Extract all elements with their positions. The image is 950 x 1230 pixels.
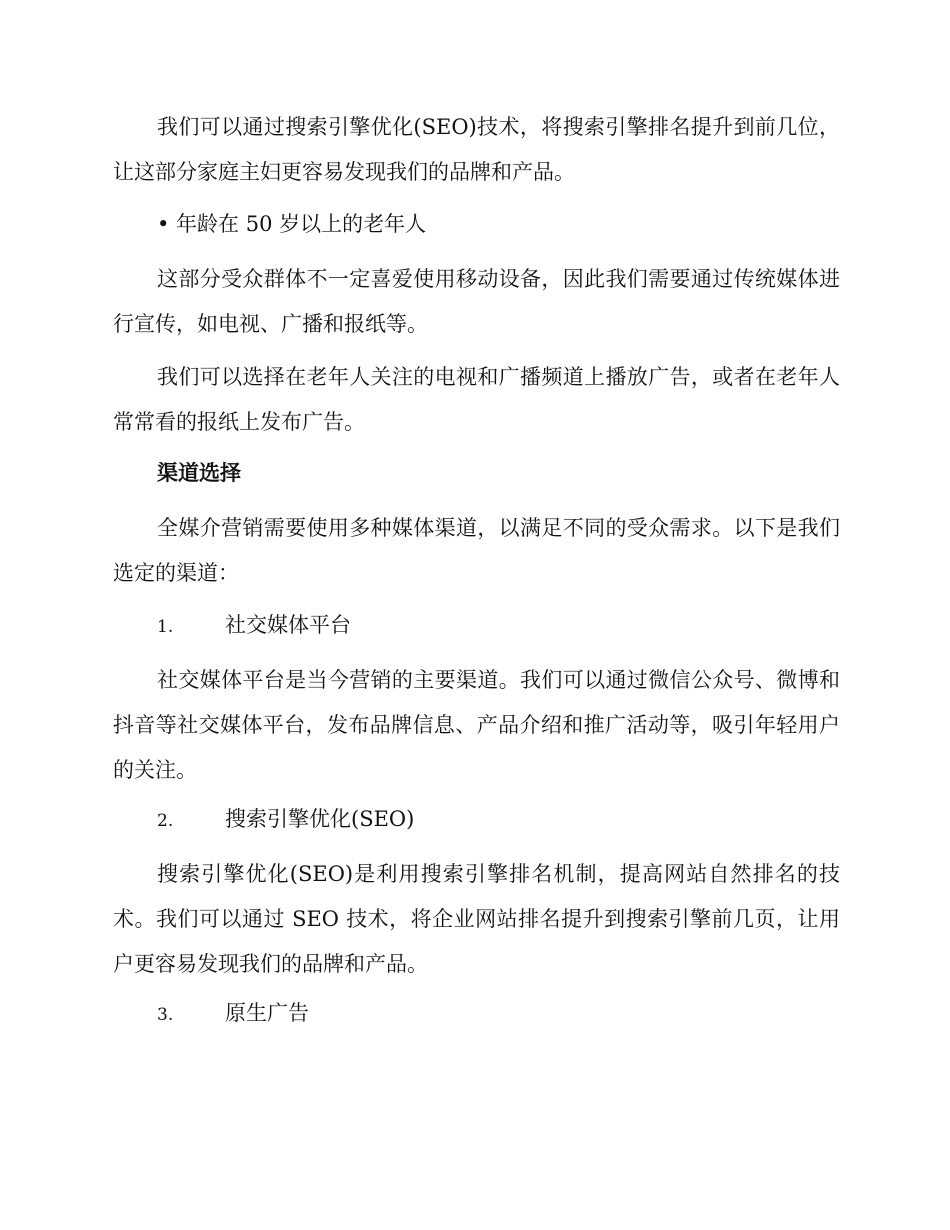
- list-item-channel-3: [157, 991, 309, 1038]
- paragraph-social-media: 社交媒体平台是当今营销的主要渠道。我们可以通过微信公众号、微博和抖音等社交媒体平台，发布品牌信息、产品介绍和推广活动等，吸引年轻用户的关注。: [113, 668, 840, 782]
- bullet-elderly-audience: • 年龄在 50 岁以上的老年人: [157, 212, 427, 236]
- list-item-channel-1: [157, 603, 351, 650]
- list-number: 1.: [157, 617, 174, 637]
- paragraph-elderly-ads: 我们可以选择在老年人关注的电视和广播频道上播放广告，或者在老年人常常看的报纸上发布广告。: [113, 365, 840, 434]
- list-item-channel-2: [157, 797, 414, 844]
- list-item-title: 搜索引擎优化(SEO): [225, 807, 415, 831]
- list-item-title: 社交媒体平台: [225, 613, 351, 637]
- list-item-title: 原生广告: [225, 1001, 309, 1025]
- list-number: 2.: [157, 811, 174, 831]
- section-heading-channels: 渠道选择: [157, 461, 241, 485]
- paragraph-traditional-media: 这部分受众群体不一定喜爱使用移动设备，因此我们需要通过传统媒体进行宣传，如电视、广播和报纸等。: [113, 267, 840, 336]
- list-number: 3.: [157, 1005, 174, 1025]
- paragraph-channels-intro: 全媒介营销需要使用多种媒体渠道，以满足不同的受众需求。以下是我们选定的渠道：: [113, 516, 840, 585]
- paragraph-seo-housewives: 我们可以通过搜索引擎优化(SEO)技术，将搜索引擎排名提升到前几位，让这部分家庭主妇更容易发现我们的品牌和产品。: [113, 115, 840, 184]
- paragraph-seo: 搜索引擎优化(SEO)是利用搜索引擎排名机制，提高网站自然排名的技术。我们可以通过 SEO 技术，将企业网站排名提升到搜索引擎前几页，让用户更容易发现我们的品牌和产品。: [113, 862, 840, 976]
